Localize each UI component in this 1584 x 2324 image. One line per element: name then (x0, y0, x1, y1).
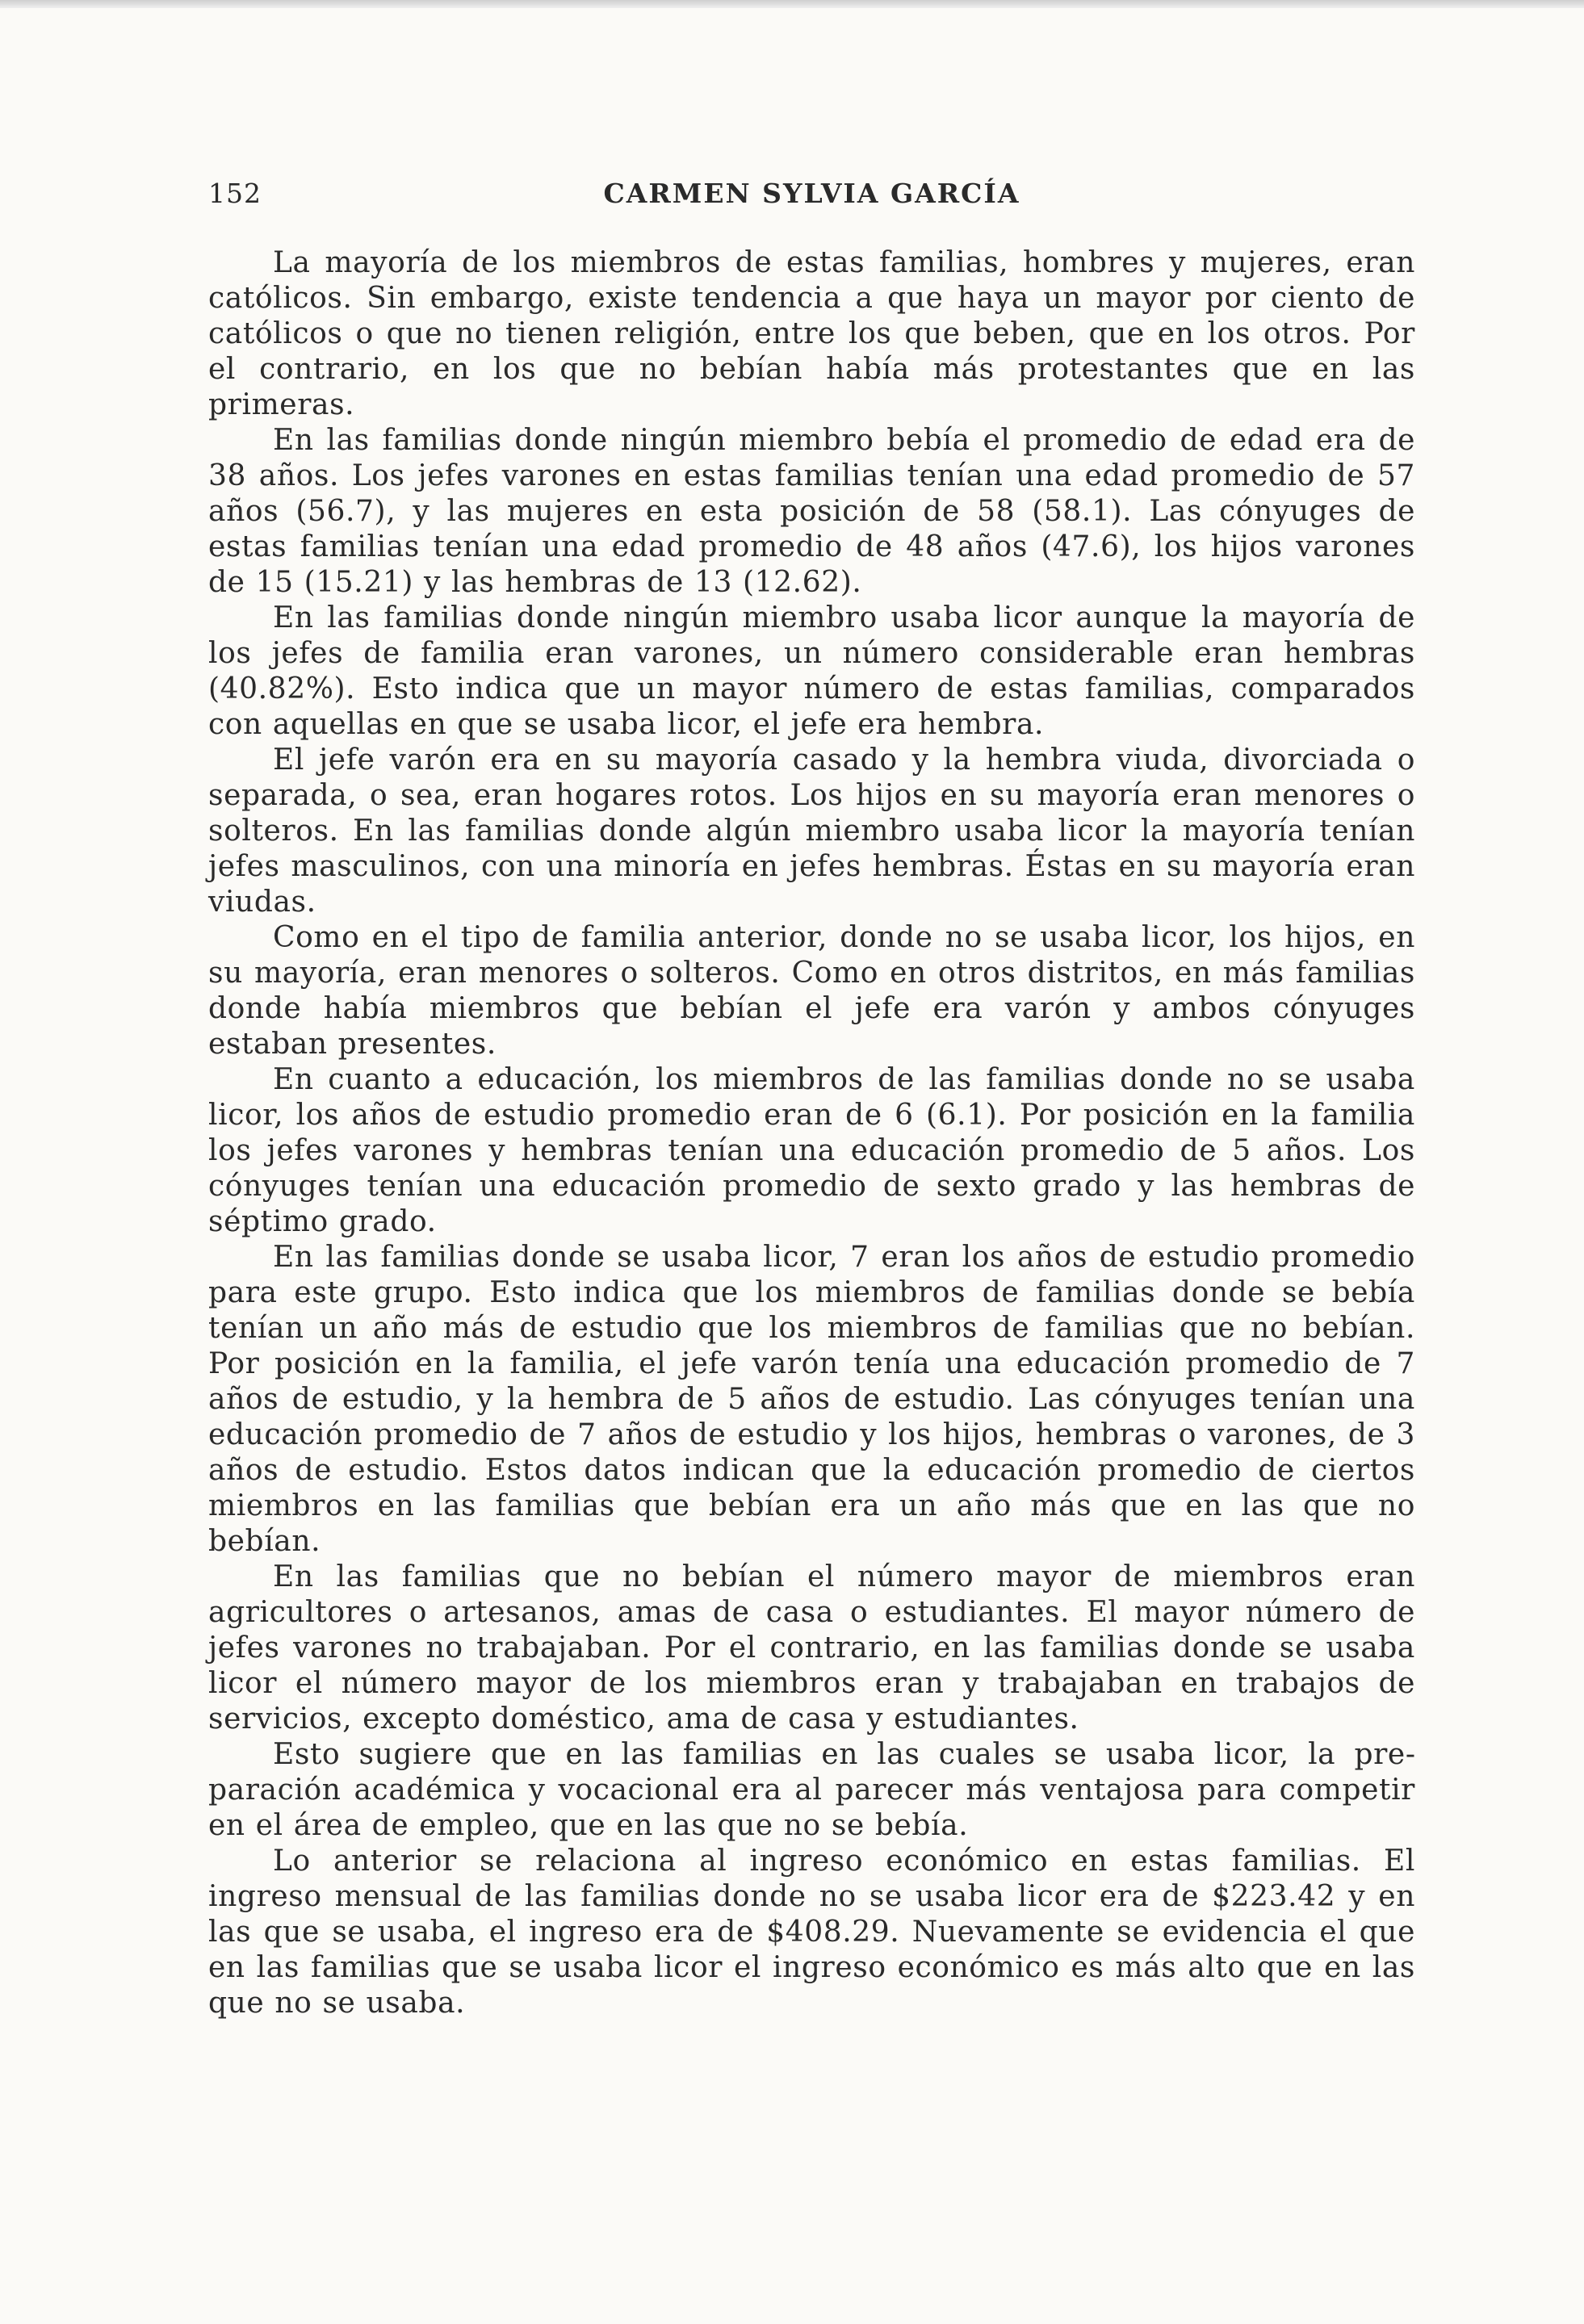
paragraph-income: Lo anterior se relaciona al ingreso económico en estas familias. El ingreso mensual de las familias donde no se usaba licor era de $223.42 y en las que se usaba, el ingreso era de $408.29. Nuevamente se evidencia el que en las familias que se usaba licor el ingreso económico es más alto que en las que no se usaba. (208, 1845, 1415, 2020)
paragraph-female-heads: En las familias donde ningún miembro usaba licor aunque la mayoría de los jefes de familia eran varones, un número considerable eran hembras (40.82%). Esto indica que un mayor número de estas familias, comparados con aquellas en que se usaba licor, el jefe era hembra. (208, 601, 1415, 741)
paragraph-education-drinkers: En las familias donde se usaba licor, 7 eran los años de estudio promedio para este grupo. Esto indica que los miembros de familias donde se bebía tenían un año más de estudio que los miembros de familias que no bebían. Por posición en la familia, el jefe varón tenía una educación promedio de 7 años de estudio, y la hembra de 5 años de estudio. Las cónyuges tenían una educación promedio de 7 años de estudio y los hijos, hembras o varones, de 3 años de estudio. Estos datos indican que la educación promedio de ciertos miembros en las familias que bebían era un año más que en las que no bebían. (208, 1241, 1415, 1558)
body-text (208, 245, 1415, 2021)
page-number: 152 (208, 178, 262, 209)
paragraph-occupation: En las familias que no bebían el número mayor de miembros eran agricultores o artesanos, amas de casa o estudiantes. El mayor número de jefes varones no trabajaban. Por el contrario, en las familias donde se usaba licor el número mayor de los miembros eran y trabajaban en trabajos de servicios, excepto doméstico, ama de casa y estudiantes. (208, 1560, 1415, 1736)
paragraph-family-type: Como en el tipo de familia anterior, donde no se usaba licor, los hijos, en su mayoría, eran menores o solteros. Como en otros distritos, en más familias donde había miembros que bebían el jefe era varón y ambos cónyuges estaban presentes. (208, 921, 1415, 1061)
paragraph-religion: La mayoría de los miembros de estas familias, hombres y mujeres, eran católicos. Sin embargo, existe tendencia a que haya un mayor por ciento de católicos o que no tienen religión, entre los que beben, que en los otros. Por el contrario, en los que no bebían había más protestantes que en las primeras. (208, 246, 1415, 421)
paragraph-marital-status: El jefe varón era en su mayoría casado y la hembra viuda, divorciada o separada, o sea, eran hogares rotos. Los hijos en su mayoría eran menores o solteros. En las familias donde algún miembro usaba licor la mayoría tenían jefes masculinos, con una minoría en jefes hembras. Éstas en su mayoría eran viudas. (208, 743, 1415, 919)
running-header (208, 176, 1415, 211)
paragraph-education-nondrinkers: En cuanto a educación, los miembros de las familias donde no se usaba licor, los años de estudio promedio eran de 6 (6.1). Por posición en la familia los jefes varones y hembras tenían una educación promedio de 5 años. Los cónyuges tenían una educación promedio de sexto grado y las hembras de séptimo grado. (208, 1063, 1415, 1238)
paragraph-age: En las familias donde ningún miembro bebía el promedio de edad era de 38 años. Los jefes varones en estas familias tenían una edad promedio de 57 años (56.7), y las mujeres en esta posición de 58 (58.1). Las cónyuges de estas familias tenían una edad promedio de 48 años (47.6), los hijos varones de 15 (15.21) y las hembras de 13 (12.62). (208, 424, 1415, 599)
paragraph-preparation: Esto sugiere que en las familias en las cuales se usaba licor, la preparación académica y vocacional era al parecer más ventajosa para competir en el área de empleo, que en las que no se bebía. (208, 1738, 1415, 1842)
running-title: CARMEN SYLVIA GARCÍA (603, 178, 1020, 209)
